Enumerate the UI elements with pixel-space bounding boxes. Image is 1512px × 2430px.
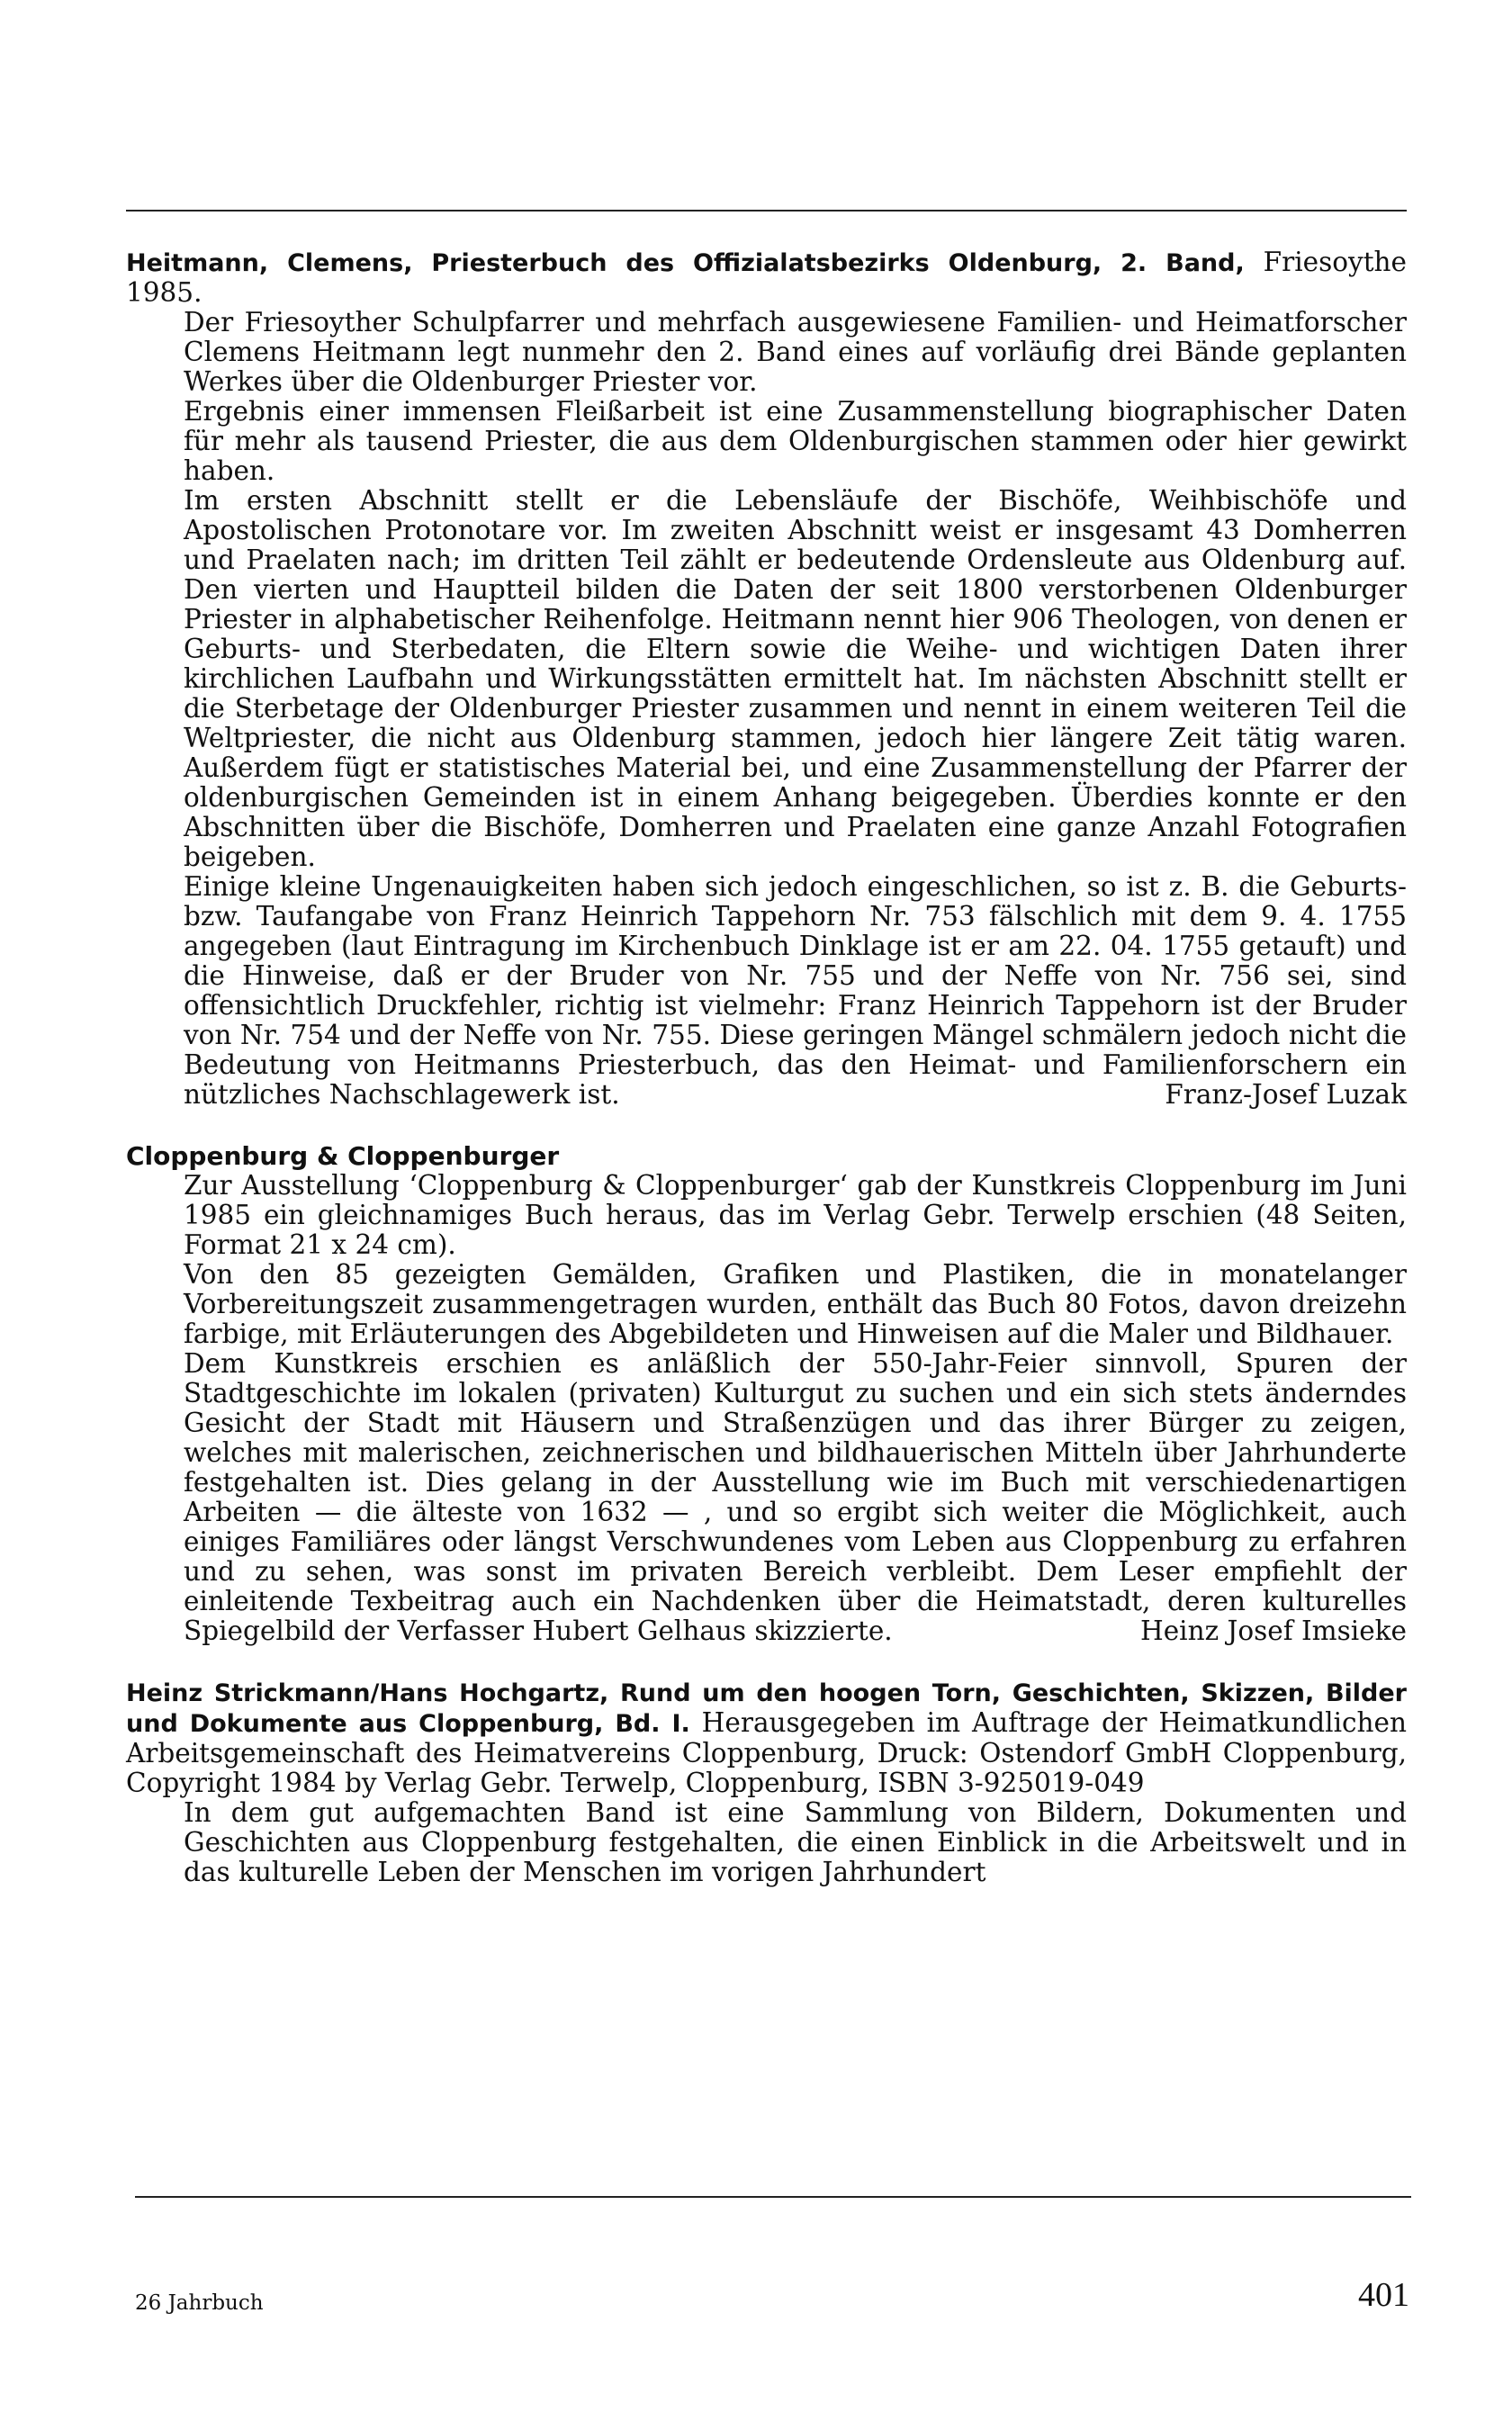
paragraph: Von den 85 gezeigten Gemälden, Grafiken und Plastiken, die in monatelanger Vorbereitungszeit zusammengetragen wurden, enthält das Buch 80 Fotos, davon dreizehn farbige, mit Erläuterungen des Abgebildeten und Hinweisen auf die Maler und Bildhauer. [184,1259,1407,1349]
text-block [126,248,1407,1919]
paragraph: Im ersten Abschnitt stellt er die Lebensläufe der Bischöfe, Weihbischöfe und Apostolischen Protonotare vor. Im zweiten Abschnitt weist er insgesamt 43 Domherren und Praelaten nach; im dritten Teil zählt er bedeutende Ordensleute aus Oldenburg auf. Den vierten und Hauptteil bilden die Daten der seit 1800 verstorbenen Oldenburger Priester in alphabetischer Reihenfolge. Heitmann nennt hier 906 Theologen, von denen er Geburts- und Sterbedaten, die Eltern sowie die Weihe- und wichtigen Daten ihrer kirchlichen Laufbahn und Wirkungsstätten ermittelt hat. Im nächsten Abschnitt stellt er die Sterbetage der Oldenburger Priester zusammen und nennt in einem weiteren Teil die Weltpriester, die nicht aus Oldenburg stammen, jedoch hier längere Zeit tätig waren. Außerdem fügt er statistisches Material bei, und eine Zusammenstellung der Pfarrer der oldenburgischen Gemeinden ist in einem Anhang beigegeben. Überdies konnte er den Abschnitten über die Bischöfe, Domherren und Praelaten eine ganze Anzahl Fotografien beigeben. [184,485,1407,872]
entry-heading-bold: Heinz Strickmann/Hans Hochgartz, Rund um den hoogen Torn, Geschichten, Skizzen, Bilder und Dokumente aus Cloppenburg, Bd. I. [126,1679,1407,1738]
entry-heading [126,248,1407,308]
paragraph: Ergebnis einer immensen Fleißarbeit ist eine Zusammenstellung biographischer Daten für mehr als tausend Priester, die aus dem Oldenburgischen stammen oder hier gewirkt haben. [184,396,1407,486]
entry-heading-bold: Heitmann, Clemens, Priesterbuch des Offizialatsbezirks Oldenburg, 2. Band, [126,249,1245,277]
paragraph: Der Friesoyther Schulpfarrer und mehrfach ausgewiesene Familien- und Heimatforscher Clemens Heitmann legt nunmehr den 2. Band eines auf vorläufig drei Bände geplanten Werkes über die Oldenburger Priester vor. [184,307,1407,397]
review-author: Heinz Josef Imsieke [1139,1616,1407,1646]
paragraph-text: Einige kleine Ungenauigkeiten haben sich jedoch eingeschlichen, so ist z. B. die Geburts- bzw. Taufangabe von Franz Heinrich Tappehorn Nr. 753 fälschlich mit dem 9. 4. 1755 angegeben (laut Eintragung im Kirchenbuch Dinklage ist er am 22. 04. 1755 getauft) und die Hinweise, daß er der Bruder von Nr. 755 und der Neffe von Nr. 756 sei, sind offensichtlich Druckfehler, richtig ist vielmehr: Franz Heinrich Tappehorn ist der Bruder von Nr. 754 und der Neffe von Nr. 755. Diese geringen Mängel schmälern jedoch nicht die Bedeutung von Heitmanns Priesterbuch, das den Heimat- und Familienforschern ein nützliches Nachschlagewerk ist. [184,871,1407,1110]
footer-running-title: 26 Jahrbuch [135,2291,264,2315]
review-entry-cloppenburg [126,1141,1407,1646]
paragraph-text: Dem Kunstkreis erschien es anläßlich der 550-Jahr-Feier sinnvoll, Spuren der Stadtgeschichte im lokalen (privaten) Kulturgut zu suchen und ein sich stets änderndes Gesicht der Stadt mit Häusern und Straßenzügen und das ihrer Bürger zu zeigen, welches mit malerischen, zeichnerischen und bildhauerischen Mitteln über Jahrhunderte festgehalten ist. Dies gelang in der Ausstellung wie im Buch mit verschiedenartigen Arbeiten — die älteste von 1632 — , und so ergibt sich weiter die Möglichkeit, auch einiges Familiäres oder längst Verschwundenes vom Leben aus Cloppenburg zu erfahren und zu sehen, was sonst im privaten Bereich verbleibt. Dem Leser empfiehlt der einleitende Texbeitrag auch ein Nachdenken über die Heimatstadt, deren kulturelles Spiegelbild der Verfasser Hubert Gelhaus skizzierte. [184,1348,1407,1646]
paragraph: In dem gut aufgemachten Band ist eine Sammlung von Bildern, Dokumenten und Geschichten aus Cloppenburg festgehalten, die einen Einblick in die Arbeitswelt und in das kulturelle Leben der Menschen im vorigen Jahrhundert [184,1797,1407,1887]
paragraph: Zur Ausstellung ‘Cloppenburg & Cloppenburger‘ gab der Kunstkreis Cloppenburg im Juni 1985 ein gleichnamiges Buch heraus, das im Verlag Gebr. Terwelp erschien (48 Seiten, Format 21 x 24 cm). [184,1170,1407,1260]
entry-heading [126,1678,1407,1798]
top-rule [126,210,1407,212]
review-entry-strickmann [126,1678,1407,1887]
entry-heading-plain: Friesoythe 1985. [126,247,1408,308]
page-number: 401 [1358,2276,1409,2314]
paragraph-with-author [126,872,1407,1110]
entry-heading [126,1141,1407,1171]
entry-heading-plain: Herausgegeben im Auftrage der Heimatkundlichen Arbeitsgemeinschaft des Heimatvereins Cloppenburg, Druck: Ostendorf GmbH Cloppenburg, Copyright 1984 by Verlag Gebr. Terwelp, Cloppenburg, ISBN 3-925019-049 [126,1707,1407,1798]
paragraph-with-author [126,1349,1407,1646]
review-entry-heitmann [126,248,1407,1110]
entry-heading-bold: Cloppenburg & Cloppenburger [126,1141,560,1171]
bottom-rule [135,2196,1411,2198]
review-author: Franz-Josef Luzak [1165,1079,1407,1110]
